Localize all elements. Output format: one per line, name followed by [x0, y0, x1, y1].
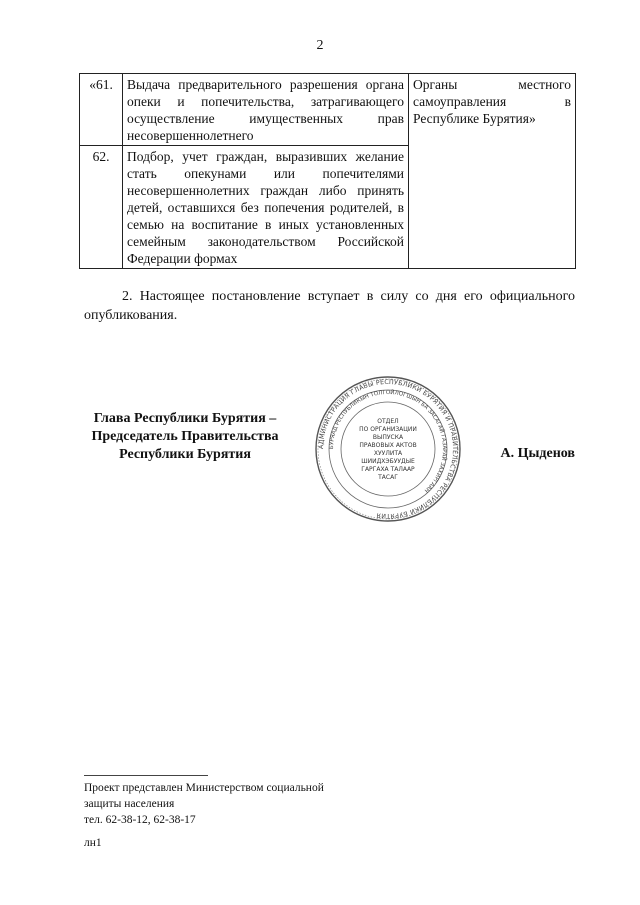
footnote-line: тел. 62-38-12, 62-38-17 [84, 814, 196, 826]
signatory-title-line: Председатель Правительства [91, 429, 279, 444]
official-seal [314, 375, 462, 523]
footnote-line: защиты населения [84, 798, 175, 810]
seal-center-line: ОТДЕЛ [377, 418, 399, 425]
seal-inner-text: БУРЯАД РЕСПУБЛИКЫН ТОЛГОЙЛОГШЫН БА ЗАСАГАЙ ГАЗАРАЙ ЗАХИРГААН [328, 389, 448, 494]
page-number: 2 [316, 38, 324, 53]
seal-center-line: ПРАВОВЫХ АКТОВ [359, 442, 417, 449]
footnote [84, 780, 384, 828]
signatory-title-line: Республики Бурятия [119, 447, 251, 462]
footnote-divider [84, 775, 208, 776]
signatory-title-line: Глава Республики Бурятия – [93, 411, 277, 426]
service-description: Выдача предварительного разрешения органа опеки и попечительства, затрагивающего осуществление имущественных прав несовершеннолетнего [123, 74, 409, 146]
document-code: лн1 [84, 837, 102, 849]
seal-center-line: ТАСАГ [378, 474, 398, 481]
service-description: Подбор, учет граждан, выразивших желание стать опекунами или попечителями несовершеннолетних граждан либо принять детей, оставшихся без попечения родителей, в семью на воспитание в иных установленных семейным законодательством Российской Федерации формах [123, 146, 409, 269]
effective-date-paragraph: 2. Настоящее постановление вступает в силу со дня его официального опубликования. [84, 289, 575, 323]
table-row [80, 74, 576, 146]
seal-center-line: ПО ОРГАНИЗАЦИИ [359, 426, 417, 433]
row-number: 62. [80, 146, 123, 269]
seal-outer-text: АДМИНИСТРАЦИЯ ГЛАВЫ РЕСПУБЛИКИ БУРЯТИЯ И ПРАВИТЕЛЬСТВА РЕСПУБЛИКИ БУРЯТИЯ [317, 378, 459, 520]
seal-center-line: ХУУЛИТА [373, 450, 403, 457]
seal-center-line: ШИИДХЭБУУДЫЕ [361, 458, 415, 465]
signatory-name: А. Цыденов [500, 446, 575, 461]
services-table [79, 73, 576, 269]
seal-center-line: ГАРГАХА ТАЛААР [361, 466, 415, 473]
signatory-title [79, 410, 291, 464]
responsible-authority: Органы местного самоуправления в Республике Бурятия» [409, 74, 576, 269]
footnote-line: Проект представлен Министерством социальной [84, 782, 324, 794]
seal-center-line: ВЫПУСКА [372, 434, 404, 441]
row-number: «61. [80, 74, 123, 146]
